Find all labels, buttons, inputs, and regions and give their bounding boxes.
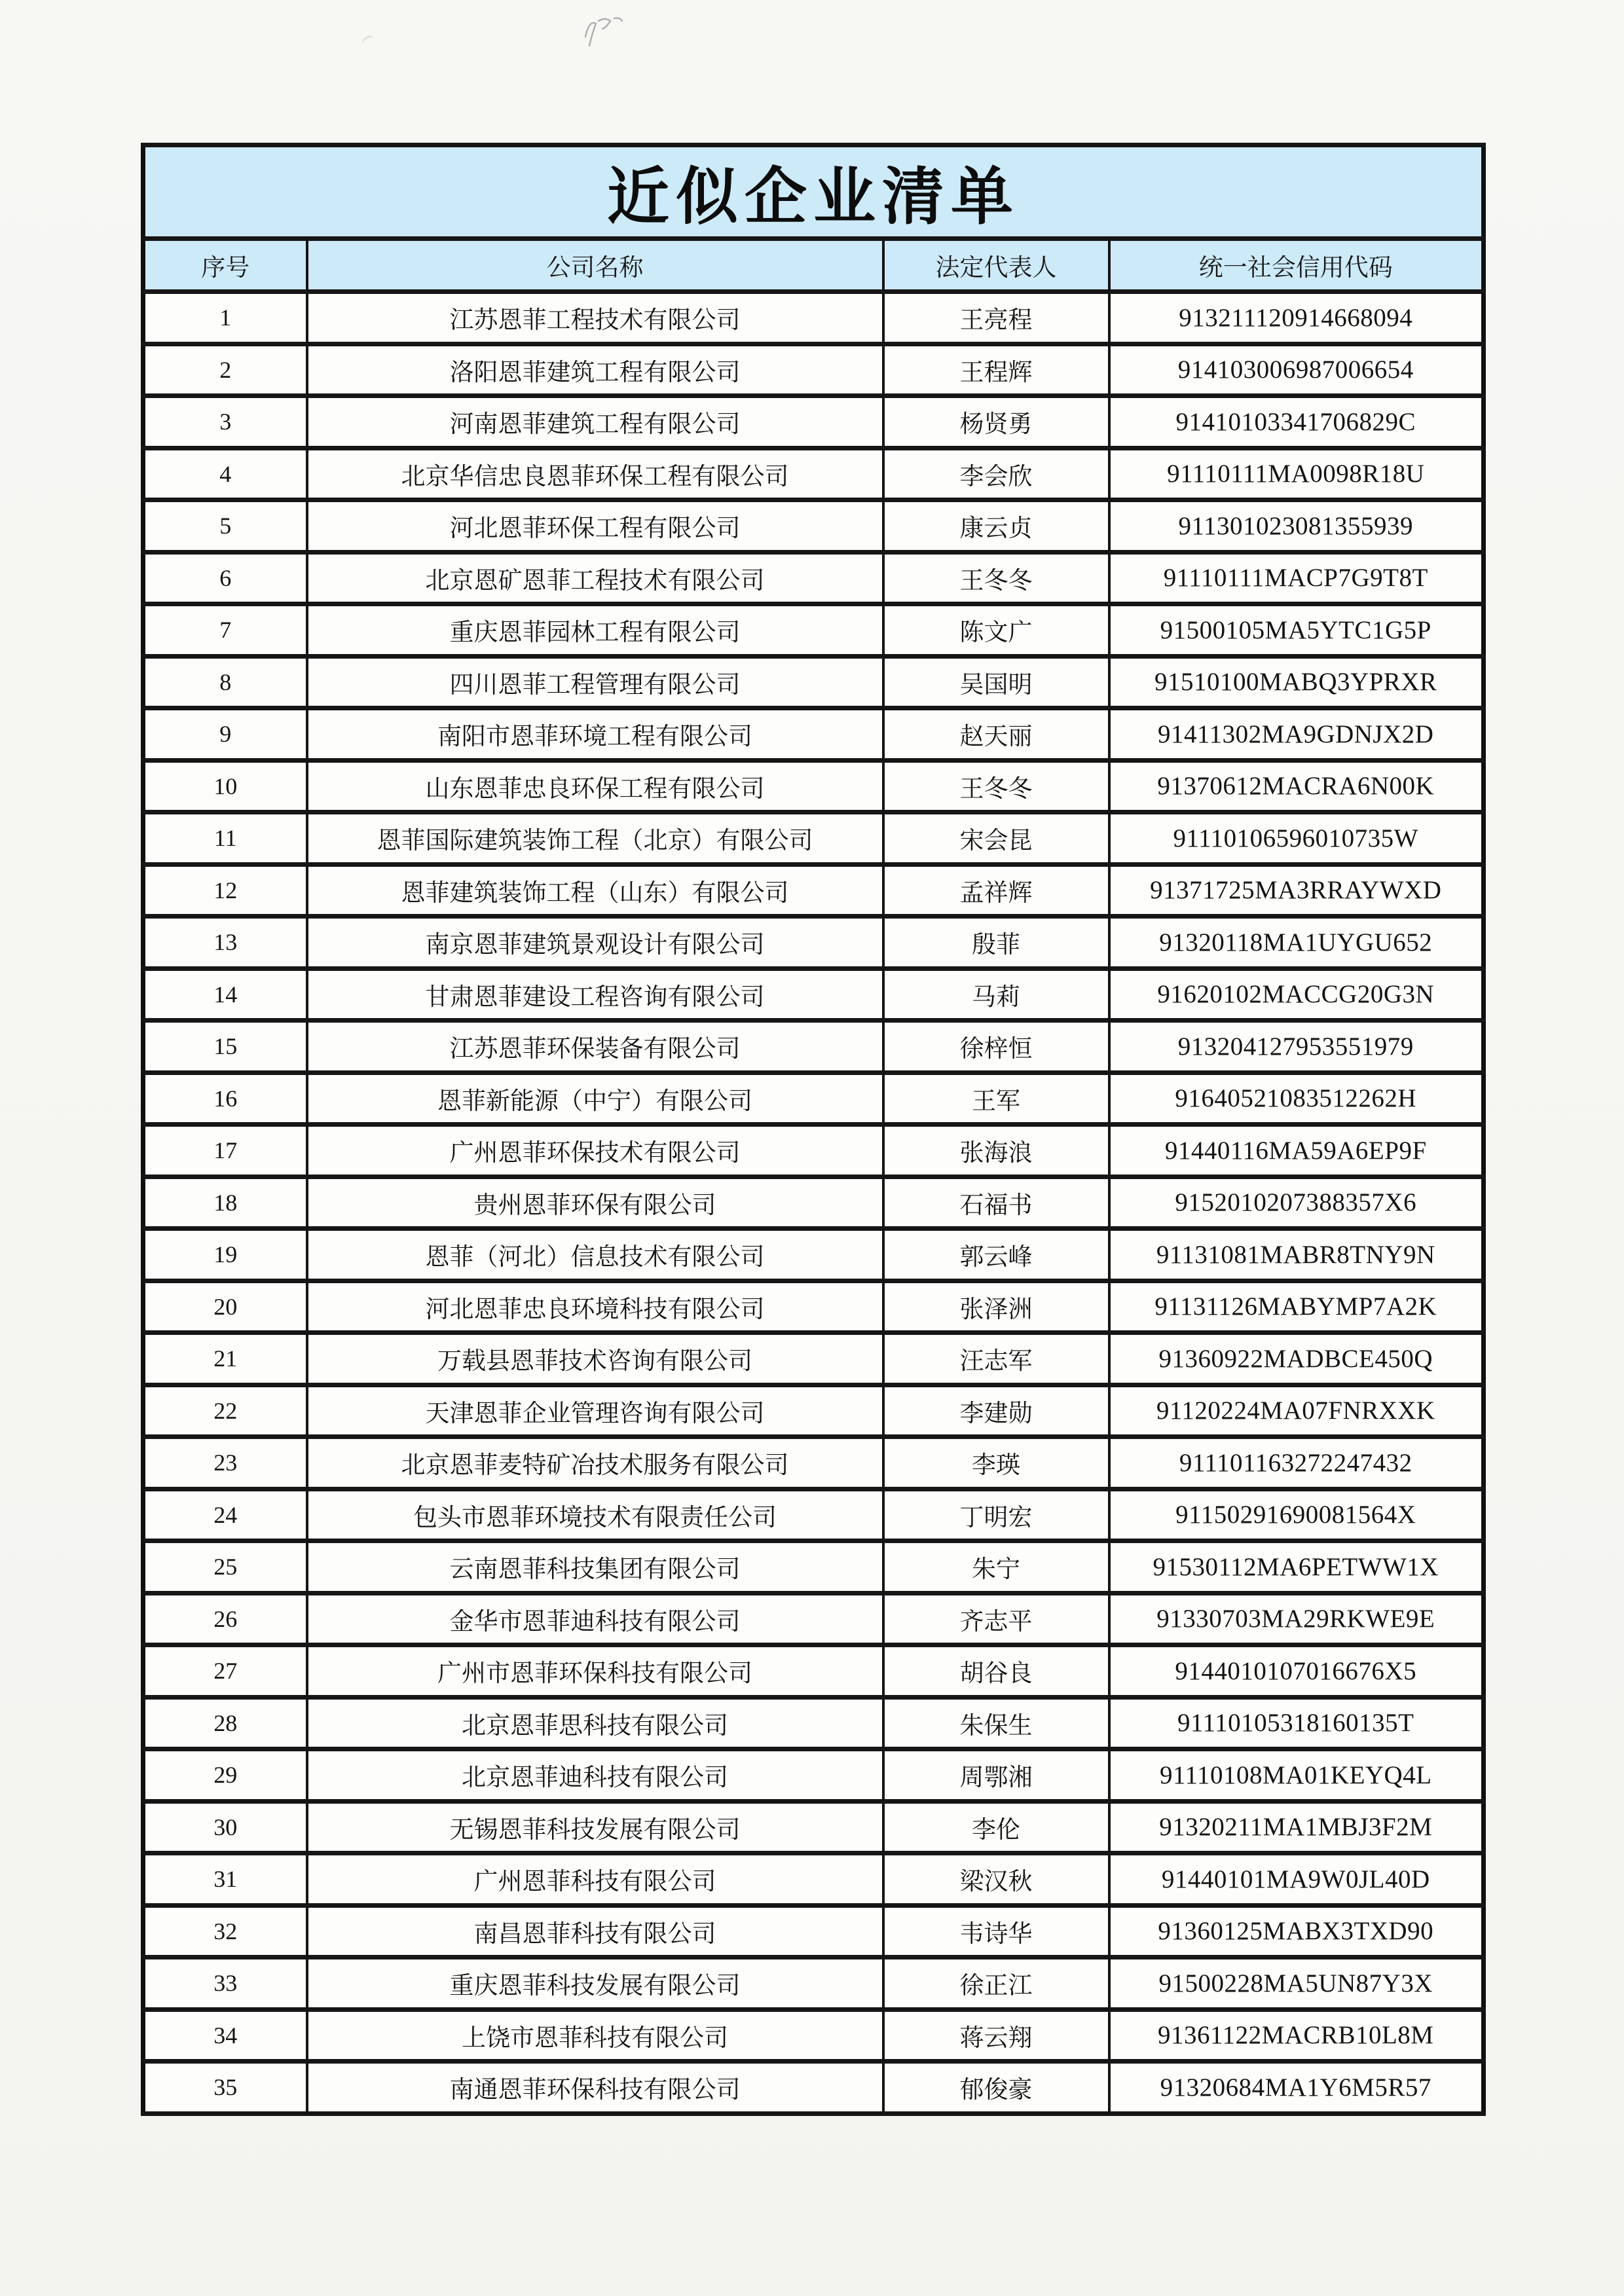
table-row — [143, 1489, 1484, 1541]
credit-code: 91410103341706829C — [1109, 396, 1484, 448]
legal-representative: 殷菲 — [883, 917, 1109, 969]
table-row — [143, 552, 1484, 604]
table-row — [143, 1541, 1484, 1594]
credit-code: 91150291690081564X — [1109, 1489, 1484, 1541]
legal-representative: 石福书 — [883, 1176, 1109, 1229]
table-row — [143, 708, 1484, 761]
credit-code: 91110111MACP7G9T8T — [1109, 552, 1484, 604]
company-name: 恩菲新能源（中宁）有限公司 — [307, 1072, 883, 1125]
company-name: 广州恩菲环保技术有限公司 — [307, 1125, 883, 1177]
table-row — [143, 656, 1484, 708]
company-name: 江苏恩菲环保装备有限公司 — [307, 1021, 883, 1073]
legal-representative: 胡谷良 — [883, 1645, 1109, 1698]
credit-code: 91131081MABR8TNY9N — [1109, 1229, 1484, 1281]
credit-code: 91371725MA3RRAYWXD — [1109, 864, 1484, 917]
company-name: 贵州恩菲环保有限公司 — [307, 1176, 883, 1229]
credit-code: 91110106596010735W — [1109, 812, 1484, 865]
company-name: 洛阳恩菲建筑工程有限公司 — [307, 344, 883, 396]
column-header-row — [143, 239, 1484, 292]
similar-enterprises-table — [141, 143, 1486, 2116]
row-number: 33 — [143, 1958, 307, 2010]
credit-code: 91110105318160135T — [1109, 1697, 1484, 1749]
legal-representative: 朱宁 — [883, 1541, 1109, 1594]
row-number: 31 — [143, 1853, 307, 1906]
column-header-code: 统一社会信用代码 — [1109, 239, 1484, 292]
row-number: 5 — [143, 500, 307, 553]
row-number: 2 — [143, 344, 307, 396]
row-number: 19 — [143, 1229, 307, 1281]
credit-code: 911101163272247432 — [1109, 1437, 1484, 1489]
table-row — [143, 1593, 1484, 1645]
table-row — [143, 1229, 1484, 1281]
column-header-rep: 法定代表人 — [883, 239, 1109, 292]
credit-code: 91320211MA1MBJ3F2M — [1109, 1801, 1484, 1853]
credit-code: 911301023081355939 — [1109, 500, 1484, 553]
table-row — [143, 1385, 1484, 1437]
legal-representative: 张海浪 — [883, 1125, 1109, 1177]
credit-code: 914103006987006654 — [1109, 344, 1484, 396]
credit-code: 91320684MA1Y6M5R57 — [1109, 2062, 1484, 2114]
table-row — [143, 1125, 1484, 1177]
table-row — [143, 344, 1484, 396]
company-name: 北京恩矿恩菲工程技术有限公司 — [307, 552, 883, 604]
credit-code: 9152010207388357X6 — [1109, 1176, 1484, 1229]
row-number: 26 — [143, 1593, 307, 1645]
table-row — [143, 2009, 1484, 2062]
row-number: 20 — [143, 1281, 307, 1333]
credit-code: 91320118MA1UYGU652 — [1109, 917, 1484, 969]
company-name: 甘肃恩菲建设工程咨询有限公司 — [307, 968, 883, 1021]
credit-code: 91110108MA01KEYQ4L — [1109, 1749, 1484, 1802]
page-title: 近似企业清单 — [143, 145, 1484, 239]
legal-representative: 李建勋 — [883, 1385, 1109, 1437]
company-name: 北京恩菲麦特矿冶技术服务有限公司 — [307, 1437, 883, 1489]
legal-representative: 梁汉秋 — [883, 1853, 1109, 1906]
credit-code: 91110111MA0098R18U — [1109, 448, 1484, 500]
company-name: 重庆恩菲园林工程有限公司 — [307, 604, 883, 657]
credit-code: 913204127953551979 — [1109, 1021, 1484, 1073]
legal-representative: 康云贞 — [883, 500, 1109, 553]
credit-code: 91440101MA9W0JL40D — [1109, 1853, 1484, 1906]
legal-representative: 杨贤勇 — [883, 396, 1109, 448]
row-number: 7 — [143, 604, 307, 657]
company-name: 南京恩菲建筑景观设计有限公司 — [307, 917, 883, 969]
row-number: 13 — [143, 917, 307, 969]
table-row — [143, 760, 1484, 812]
row-number: 16 — [143, 1072, 307, 1125]
row-number: 1 — [143, 292, 307, 344]
legal-representative: 李会欣 — [883, 448, 1109, 500]
row-number: 18 — [143, 1176, 307, 1229]
company-name: 四川恩菲工程管理有限公司 — [307, 656, 883, 708]
legal-representative: 王亮程 — [883, 292, 1109, 344]
company-name: 河南恩菲建筑工程有限公司 — [307, 396, 883, 448]
row-number: 27 — [143, 1645, 307, 1698]
table-row — [143, 1021, 1484, 1073]
legal-representative: 汪志军 — [883, 1333, 1109, 1385]
company-name: 广州恩菲科技有限公司 — [307, 1853, 883, 1906]
credit-code: 9144010107016676X5 — [1109, 1645, 1484, 1698]
table-row — [143, 448, 1484, 500]
company-name: 河北恩菲忠良环境科技有限公司 — [307, 1281, 883, 1333]
company-name: 无锡恩菲科技发展有限公司 — [307, 1801, 883, 1853]
credit-code: 91120224MA07FNRXXK — [1109, 1385, 1484, 1437]
company-name: 北京恩菲迪科技有限公司 — [307, 1749, 883, 1802]
table-row — [143, 1697, 1484, 1749]
table-row — [143, 917, 1484, 969]
row-number: 23 — [143, 1437, 307, 1489]
table-row — [143, 1905, 1484, 1958]
company-name: 北京恩菲思科技有限公司 — [307, 1697, 883, 1749]
row-number: 8 — [143, 656, 307, 708]
table-row — [143, 1281, 1484, 1333]
credit-code: 91360922MADBCE450Q — [1109, 1333, 1484, 1385]
legal-representative: 张泽洲 — [883, 1281, 1109, 1333]
credit-code: 91440116MA59A6EP9F — [1109, 1125, 1484, 1177]
table-row — [143, 1749, 1484, 1802]
company-name: 南昌恩菲科技有限公司 — [307, 1905, 883, 1958]
legal-representative: 丁明宏 — [883, 1489, 1109, 1541]
company-name: 北京华信忠良恩菲环保工程有限公司 — [307, 448, 883, 500]
legal-representative: 吴国明 — [883, 656, 1109, 708]
legal-representative: 王冬冬 — [883, 552, 1109, 604]
legal-representative: 李伦 — [883, 1801, 1109, 1853]
legal-representative: 周鄂湘 — [883, 1749, 1109, 1802]
company-name: 江苏恩菲工程技术有限公司 — [307, 292, 883, 344]
company-name: 包头市恩菲环境技术有限责任公司 — [307, 1489, 883, 1541]
company-name: 恩菲建筑装饰工程（山东）有限公司 — [307, 864, 883, 917]
company-name: 河北恩菲环保工程有限公司 — [307, 500, 883, 553]
row-number: 10 — [143, 760, 307, 812]
legal-representative: 韦诗华 — [883, 1905, 1109, 1958]
company-name: 天津恩菲企业管理咨询有限公司 — [307, 1385, 883, 1437]
row-number: 9 — [143, 708, 307, 761]
company-name: 金华市恩菲迪科技有限公司 — [307, 1593, 883, 1645]
credit-code: 91330703MA29RKWE9E — [1109, 1593, 1484, 1645]
legal-representative: 朱保生 — [883, 1697, 1109, 1749]
row-number: 28 — [143, 1697, 307, 1749]
table-row — [143, 2062, 1484, 2114]
row-number: 35 — [143, 2062, 307, 2114]
table-row — [143, 864, 1484, 917]
legal-representative: 郭云峰 — [883, 1229, 1109, 1281]
company-name: 恩菲（河北）信息技术有限公司 — [307, 1229, 883, 1281]
company-name: 上饶市恩菲科技有限公司 — [307, 2009, 883, 2062]
credit-code: 91370612MACRA6N00K — [1109, 760, 1484, 812]
pen-dot-mark — [359, 30, 378, 47]
table-row — [143, 604, 1484, 657]
row-number: 32 — [143, 1905, 307, 1958]
legal-representative: 赵天丽 — [883, 708, 1109, 761]
legal-representative: 郁俊豪 — [883, 2062, 1109, 2114]
legal-representative: 王程辉 — [883, 344, 1109, 396]
credit-code: 91620102MACCG20G3N — [1109, 968, 1484, 1021]
table-row — [143, 1853, 1484, 1906]
company-name: 重庆恩菲科技发展有限公司 — [307, 1958, 883, 2010]
legal-representative: 陈文广 — [883, 604, 1109, 657]
legal-representative: 蒋云翔 — [883, 2009, 1109, 2062]
row-number: 4 — [143, 448, 307, 500]
company-name: 恩菲国际建筑装饰工程（北京）有限公司 — [307, 812, 883, 865]
row-number: 24 — [143, 1489, 307, 1541]
pen-scribble-mark — [576, 12, 635, 58]
legal-representative: 王军 — [883, 1072, 1109, 1125]
credit-code: 91500228MA5UN87Y3X — [1109, 1958, 1484, 2010]
row-number: 34 — [143, 2009, 307, 2062]
table-row — [143, 1801, 1484, 1853]
credit-code: 91510100MABQ3YPRXR — [1109, 656, 1484, 708]
table-row — [143, 292, 1484, 344]
legal-representative: 徐正江 — [883, 1958, 1109, 2010]
credit-code: 913211120914668094 — [1109, 292, 1484, 344]
table-row — [143, 1958, 1484, 2010]
company-name: 广州市恩菲环保科技有限公司 — [307, 1645, 883, 1698]
row-number: 17 — [143, 1125, 307, 1177]
legal-representative: 马莉 — [883, 968, 1109, 1021]
row-number: 25 — [143, 1541, 307, 1594]
credit-code: 91131126MABYMP7A2K — [1109, 1281, 1484, 1333]
column-header-company: 公司名称 — [307, 239, 883, 292]
legal-representative: 孟祥辉 — [883, 864, 1109, 917]
row-number: 11 — [143, 812, 307, 865]
table-row — [143, 1072, 1484, 1125]
credit-code: 91411302MA9GDNJX2D — [1109, 708, 1484, 761]
company-name: 万载县恩菲技术咨询有限公司 — [307, 1333, 883, 1385]
credit-code: 91640521083512262H — [1109, 1072, 1484, 1125]
credit-code: 91361122MACRB10L8M — [1109, 2009, 1484, 2062]
table-row — [143, 968, 1484, 1021]
credit-code: 91530112MA6PETWW1X — [1109, 1541, 1484, 1594]
title-row — [143, 145, 1484, 239]
company-name: 云南恩菲科技集团有限公司 — [307, 1541, 883, 1594]
legal-representative: 王冬冬 — [883, 760, 1109, 812]
legal-representative: 宋会昆 — [883, 812, 1109, 865]
row-number: 3 — [143, 396, 307, 448]
company-name: 山东恩菲忠良环保工程有限公司 — [307, 760, 883, 812]
table-row — [143, 500, 1484, 553]
legal-representative: 齐志平 — [883, 1593, 1109, 1645]
company-name: 南通恩菲环保科技有限公司 — [307, 2062, 883, 2114]
table-row — [143, 812, 1484, 865]
row-number: 12 — [143, 864, 307, 917]
table-row — [143, 1333, 1484, 1385]
table-row — [143, 1176, 1484, 1229]
credit-code: 91500105MA5YTC1G5P — [1109, 604, 1484, 657]
table-row — [143, 396, 1484, 448]
legal-representative: 徐梓恒 — [883, 1021, 1109, 1073]
table-row — [143, 1645, 1484, 1698]
credit-code: 91360125MABX3TXD90 — [1109, 1905, 1484, 1958]
row-number: 30 — [143, 1801, 307, 1853]
row-number: 29 — [143, 1749, 307, 1802]
table-body — [143, 292, 1484, 2114]
column-header-no: 序号 — [143, 239, 307, 292]
legal-representative: 李瑛 — [883, 1437, 1109, 1489]
row-number: 15 — [143, 1021, 307, 1073]
row-number: 22 — [143, 1385, 307, 1437]
row-number: 14 — [143, 968, 307, 1021]
company-name: 南阳市恩菲环境工程有限公司 — [307, 708, 883, 761]
row-number: 6 — [143, 552, 307, 604]
row-number: 21 — [143, 1333, 307, 1385]
table-row — [143, 1437, 1484, 1489]
